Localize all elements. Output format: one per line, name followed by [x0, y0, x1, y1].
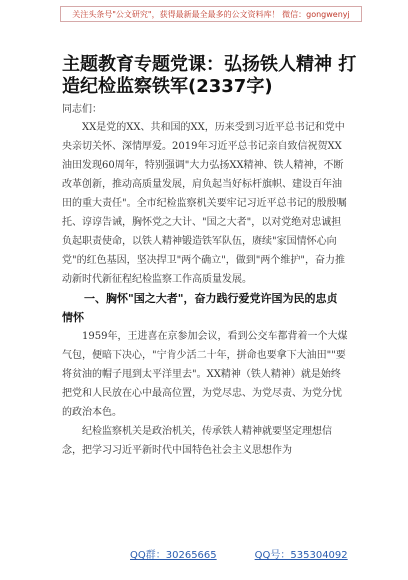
footer — [130, 546, 348, 561]
body-paragraph-3: 纪检监察机关是政治机关，传承铁人精神就要坚定理想信念，把学习习近平新时代中国特色社会主义思想作为 — [62, 426, 332, 456]
greeting: 同志们： — [62, 104, 102, 115]
footer-qq-group[interactable]: QQ群：30265665 — [130, 550, 217, 561]
body-paragraph-2: 1959年，王进喜在京参加会议，看到公交车都背着一个大煤气包，便暗下决心，"宁肯少活二十年，拼命也要拿下大油田""要将贫油的帽子甩到太平洋里去"。XX精神（铁人精神）就是始终把党和人民放在心中最高位置，为党尽忠、为党尽责、为党分忧的政治本色。 — [62, 331, 348, 418]
document-title: 主题教育专题党课：弘扬铁人精神 打造纪检监察铁军(2337字) — [62, 54, 357, 97]
header-banner: 关注头条号"公文研究"，获得最新最全最多的公文资料库！ 微信：gongwenyj — [60, 6, 362, 22]
footer-qq-number[interactable]: QQ号：535304092 — [254, 550, 348, 561]
body-paragraph-1: XX是党的XX、共和国的XX，历来受到习近平总书记和党中央亲切关怀、深情厚爱。2019年习近平总书记亲自致信祝贺XX油田发现60周年，特别强调"大力弘扬XX精神、铁人精神，不断改革创新，推动高质量发展，肩负起当好标杆旗帜、建设百年油田的重大责任"。全市纪检监察机关要牢记习近平总书记的殷殷嘱托、谆谆告诫，胸怀党之大计、"国之大者"，以对党绝对忠诚担负起职责使命，以铁人精神锻造铁军队伍，赓续"家国情怀心向党"的红色基因，坚决捍卫"两个确立"，做到"两个维护"，奋力推动新时代新征程纪检监察工作高质量发展。 — [62, 122, 347, 285]
document-body — [62, 118, 348, 460]
section-heading-1: 一、胸怀"国之大者"，奋力践行爱党许国为民的忠贞情怀 — [62, 292, 338, 324]
